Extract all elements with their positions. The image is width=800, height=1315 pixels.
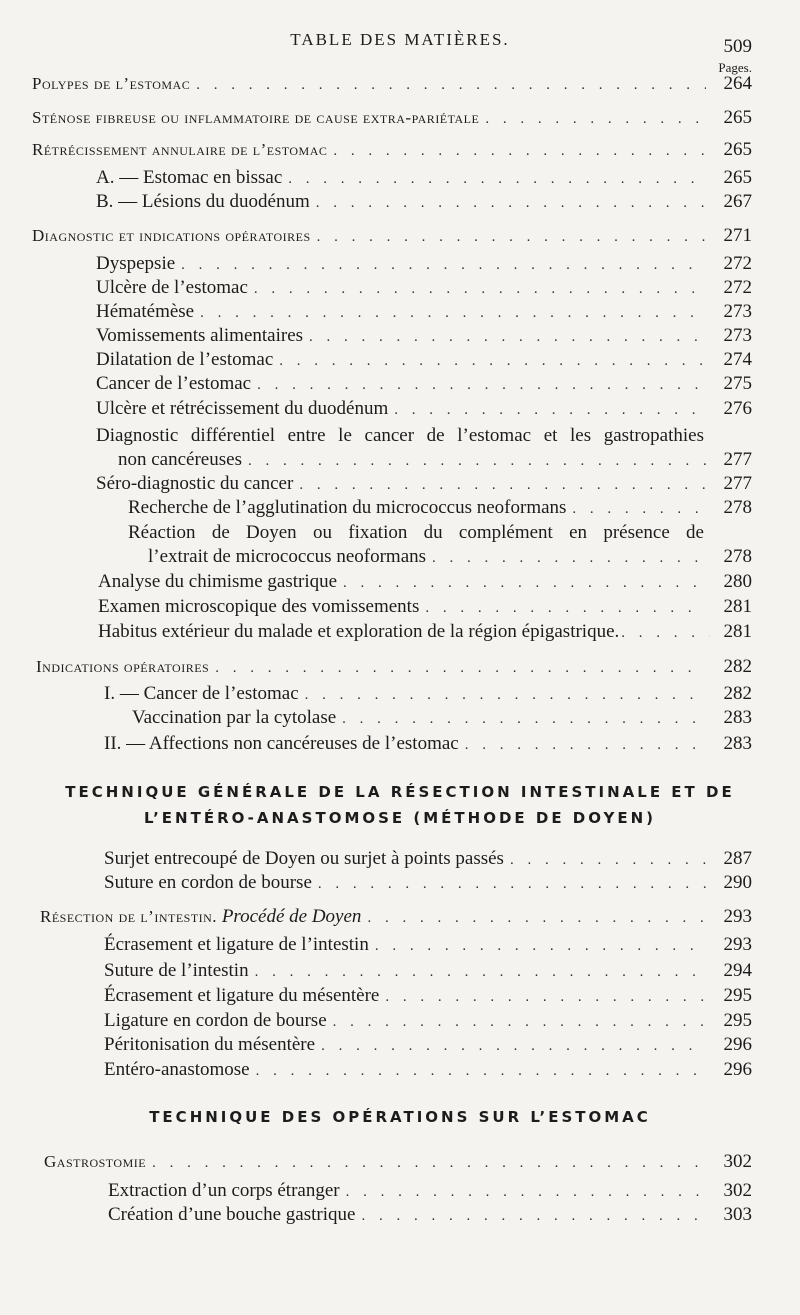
toc-entry-label: Surjet entrecoupé de Doyen ou surjet à points passés — [104, 848, 504, 869]
toc-entry — [104, 985, 752, 1008]
toc-entry-page: 293 — [723, 906, 752, 927]
toc-entry — [104, 872, 752, 895]
toc-entry — [96, 325, 752, 348]
pages-column-label: Pages. — [718, 60, 752, 75]
toc-entry-label: Hématémèse — [96, 301, 195, 322]
toc-entry-page: 282 — [723, 656, 752, 677]
toc-entry-label: Dilatation de l’estomac — [96, 349, 274, 370]
toc-entry — [32, 225, 752, 248]
toc-entry-label-italic: Procédé de Doyen — [221, 906, 362, 927]
toc-entry-page: 274 — [723, 349, 752, 370]
section-heading-line: TECHNIQUE DES OPÉRATIONS SUR L’ESTOMAC — [149, 1108, 651, 1126]
toc-entry — [108, 1180, 752, 1203]
toc-entry-label: Recherche de l’agglutination du micrococcus neoformans — [128, 497, 567, 518]
toc-entry-page: 278 — [723, 546, 752, 567]
toc-entry-label: Cancer de l’estomac — [96, 373, 252, 394]
toc-entry-label: B. — Lésions du duodénum — [96, 191, 310, 212]
toc-entry-label: l’extrait de micrococcus neoformans — [148, 546, 427, 567]
toc-entry — [128, 497, 752, 520]
toc-entry-page: 265 — [723, 167, 752, 188]
toc-entry-label: Résection de l’intestin. — [40, 907, 218, 926]
toc-entry-label: II. — Affections non cancéreuses de l’estomac — [104, 733, 459, 754]
toc-entry — [96, 191, 752, 214]
toc-entry-label: Vaccination par la cytolase — [132, 707, 337, 728]
toc-entry-page: 283 — [723, 707, 752, 728]
toc-entry-page: 295 — [723, 985, 752, 1006]
toc-entry-page: 273 — [723, 301, 752, 322]
section-heading — [30, 1104, 770, 1130]
toc-entry — [104, 1010, 752, 1033]
toc-entry-label: Suture en cordon de bourse — [104, 872, 312, 893]
toc-entry — [96, 473, 752, 496]
toc-entry-label: Ulcère et rétrécissement du duodénum — [96, 398, 389, 419]
toc-entry — [96, 349, 752, 372]
toc-entry-continued-label: Diagnostic différentiel entre le cancer de l’estomac et les gastropathies — [96, 425, 704, 446]
toc-entry-label: Ulcère de l’estomac — [96, 277, 248, 298]
toc-entry-label: Écrasement et ligature de l’intestin — [104, 934, 369, 955]
toc-entry-page: 281 — [723, 596, 752, 617]
toc-entry-page: 276 — [723, 398, 752, 419]
toc-entry-label: Diagnostic et indications opératoires — [32, 226, 311, 245]
toc-entry — [36, 656, 752, 679]
toc-entry-label: Examen microscopique des vomissements — [98, 596, 420, 617]
toc-entry-page: 264 — [723, 73, 752, 94]
toc-entry-label: A. — Estomac en bissac — [96, 167, 283, 188]
toc-entry — [96, 167, 752, 190]
toc-entry-page: 272 — [723, 277, 752, 298]
section-heading-line: TECHNIQUE GÉNÉRALE DE LA RÉSECTION INTESTINALE ET DE — [65, 783, 735, 801]
toc-entry — [44, 1151, 752, 1174]
toc-entry-label: Habitus extérieur du malade et exploration de la région épigastrique. — [98, 621, 620, 642]
running-header-title: TABLE DES MATIÈRES. — [290, 30, 510, 49]
toc-entry-page: 295 — [723, 1010, 752, 1031]
toc-entry-page: 282 — [723, 683, 752, 704]
section-heading — [30, 779, 770, 831]
toc-entry-page: 271 — [723, 225, 752, 246]
toc-entry-label: Gastrostomie — [44, 1152, 147, 1171]
toc-entry-label: I. — Cancer de l’estomac — [104, 683, 299, 704]
toc-entry-label: Entéro-anastomose — [104, 1059, 250, 1080]
toc-entry-page: 290 — [723, 872, 752, 893]
toc-entry-page: 278 — [723, 497, 752, 518]
toc-entry-page: 265 — [723, 107, 752, 128]
toc-entry — [96, 373, 752, 396]
toc-entry — [96, 253, 752, 276]
toc-entry — [32, 107, 752, 130]
toc-entry-page: 280 — [723, 571, 752, 592]
toc-entry-label: Péritonisation du mésentère — [104, 1034, 316, 1055]
toc-entry-continued-label: Réaction de Doyen ou fixation du complément en présence de — [128, 522, 704, 543]
toc-entry-label: Écrasement et ligature du mésentère — [104, 985, 380, 1006]
toc-entry-page: 281 — [723, 621, 752, 642]
toc-entry-label: Polypes de l’estomac — [32, 74, 191, 93]
toc-entry — [96, 277, 752, 300]
toc-entry-page: 275 — [723, 373, 752, 394]
toc-entry — [148, 546, 752, 569]
toc-entry-page: 273 — [723, 325, 752, 346]
toc-entry — [132, 707, 752, 730]
toc-entry-label: Dyspepsie — [96, 253, 176, 274]
toc-entry-page: 294 — [723, 960, 752, 981]
toc-entry-label: Rétrécissement annulaire de l’estomac — [32, 140, 328, 159]
toc-entry-page: 267 — [723, 191, 752, 212]
toc-entry — [98, 621, 752, 644]
toc-entry — [118, 449, 752, 472]
toc-entry-page: 296 — [723, 1059, 752, 1080]
toc-entry — [104, 934, 752, 957]
toc-entry — [104, 1059, 752, 1082]
toc-entry-page: 272 — [723, 253, 752, 274]
toc-entry-label: Création d’une bouche gastrique — [108, 1204, 356, 1225]
toc-entry-label: Analyse du chimisme gastrique — [98, 571, 338, 592]
toc-entry-label: Sténose fibreuse ou inflammatoire de cause extra-pariétale — [32, 108, 480, 127]
toc-entry — [40, 906, 752, 929]
toc-entry — [104, 733, 752, 756]
toc-entry — [32, 73, 752, 96]
toc-entry-label: Ligature en cordon de bourse — [104, 1010, 327, 1031]
toc-entry-page: 283 — [723, 733, 752, 754]
toc-entry-label: Extraction d’un corps étranger — [108, 1180, 340, 1201]
toc-entry — [98, 571, 752, 594]
toc-entry — [104, 683, 752, 706]
toc-entry-page: 293 — [723, 934, 752, 955]
toc-entry-label: Séro-diagnostic du cancer — [96, 473, 294, 494]
toc-entry — [104, 1034, 752, 1057]
toc-entry — [96, 398, 752, 421]
toc-entry — [104, 960, 752, 983]
toc-entry-page: 287 — [723, 848, 752, 869]
toc-entry — [96, 301, 752, 324]
toc-entry-page: 296 — [723, 1034, 752, 1055]
toc-entry-label: non cancéreuses — [118, 449, 242, 470]
toc-entry-page: 265 — [723, 139, 752, 160]
toc-entry-page: 277 — [723, 449, 752, 470]
toc-entry-page: 302 — [723, 1151, 752, 1172]
toc-entry — [32, 139, 752, 162]
toc-entry-label: Indications opératoires — [36, 657, 210, 676]
toc-entry — [98, 596, 752, 619]
toc-entry-page: 277 — [723, 473, 752, 494]
page-number: 509 — [723, 36, 752, 57]
toc-entry — [108, 1204, 752, 1227]
toc-entry-page: 303 — [723, 1204, 752, 1225]
toc-entry — [104, 848, 752, 871]
toc-entry-page: 302 — [723, 1180, 752, 1201]
toc-entry-label: Vomissements alimentaires — [96, 325, 304, 346]
section-heading-line: L’ENTÉRO-ANASTOMOSE (MÉTHODE DE DOYEN) — [144, 809, 656, 827]
toc-entry-label: Suture de l’intestin — [104, 960, 249, 981]
